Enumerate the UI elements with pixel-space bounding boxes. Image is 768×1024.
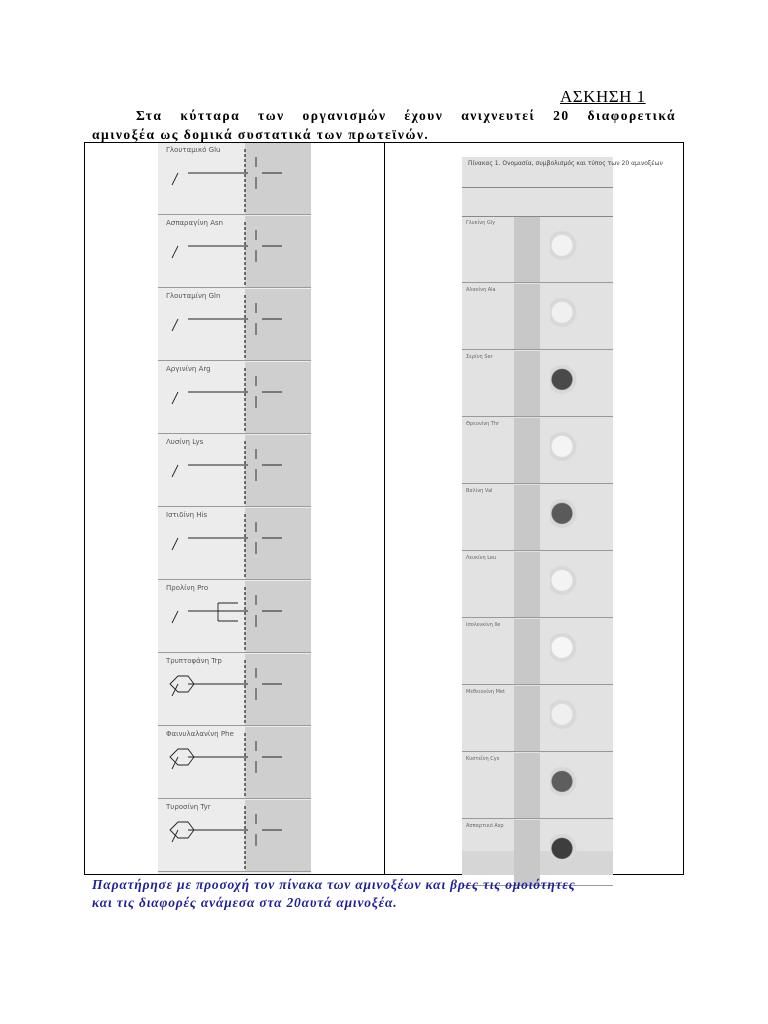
bond-line <box>172 465 178 477</box>
amino-acid-name: Αργινίνη Arg <box>166 365 211 373</box>
structure-row <box>158 800 311 872</box>
structure-drawing <box>158 508 311 580</box>
left-table-cell <box>85 143 385 874</box>
bond-line <box>172 830 178 842</box>
structure-drawing <box>158 289 311 361</box>
amino-acid-name: Σερίνη Ser <box>466 354 493 360</box>
bond-line <box>172 173 178 185</box>
alpha-carbon-highlight <box>514 686 540 751</box>
space-filling-model <box>550 700 580 736</box>
amino-acid-name: Γλουταμίνη Gln <box>166 292 221 300</box>
structure-row <box>158 289 311 361</box>
amino-acid-name: Θρεονίνη Thr <box>466 421 500 427</box>
structure-drawing <box>158 362 311 434</box>
amino-acid-name: Γλυκίνη Gly <box>466 220 496 226</box>
structure-row <box>462 552 613 618</box>
structure-row <box>462 619 613 685</box>
alpha-carbon-highlight <box>514 284 540 349</box>
space-filling-model <box>550 499 580 535</box>
amino-acid-name: Προλίνη Pro <box>166 584 209 592</box>
structure-drawing <box>158 216 311 288</box>
structure-row <box>158 435 311 507</box>
structure-row <box>462 485 613 551</box>
space-filling-model <box>550 834 580 870</box>
amino-acid-name: Λυσίνη Lys <box>166 438 204 446</box>
intro-line-2: αμινοξέα ως δομικά συστατικά των πρωτεϊνών. <box>92 127 430 142</box>
bond-line <box>172 684 178 696</box>
figure-caption: Πίνακας 1. Ονομασία, συμβολισμός και τύπος των 20 αμινοξέων <box>468 160 663 167</box>
bond-line <box>172 319 178 331</box>
space-filling-model <box>550 767 580 803</box>
space-filling-model <box>550 231 580 267</box>
structure-row <box>462 217 613 283</box>
intro-line-1: Στα κύτταρα των οργανισμών έχουν ανιχνευτεί 20 διαφορετικά <box>136 108 676 123</box>
structure-drawing <box>158 143 311 215</box>
amino-acid-name: Φαινυλαλανίνη Phe <box>166 730 234 738</box>
alpha-carbon-highlight <box>514 351 540 416</box>
structure-drawing <box>158 654 311 726</box>
bond-line <box>172 246 178 258</box>
space-filling-model <box>550 298 580 334</box>
amino-acid-table <box>84 142 684 875</box>
bond-line <box>172 757 178 769</box>
alpha-carbon-highlight <box>514 753 540 818</box>
amino-acid-name: Βαλίνη Val <box>466 488 493 494</box>
amino-acid-name: Ιστιδίνη His <box>166 511 208 519</box>
amino-acid-structures-left <box>158 143 311 874</box>
amino-acid-name: Μεθειονίνη Met <box>466 689 505 695</box>
amino-acid-name: Ισολευκίνη Ile <box>466 622 501 628</box>
structure-drawing <box>158 727 311 799</box>
instruction-line-2: και τις διαφορές ανάμεσα στα 20αυτά αμινοξέα. <box>92 895 398 910</box>
structure-row <box>462 753 613 819</box>
structure-row <box>158 216 311 288</box>
alpha-carbon-highlight <box>514 217 540 282</box>
structure-row <box>462 418 613 484</box>
amino-acid-name: Αλανίνη Ala <box>466 287 496 293</box>
right-table-cell <box>385 143 683 874</box>
alpha-carbon-highlight <box>514 619 540 684</box>
amino-acid-name: Ασπαρτικό Asp <box>466 823 504 829</box>
instruction-line-1: Παρατήρησε με προσοχή τον πίνακα των αμινοξέων και βρες τις ομοιότητες <box>92 877 576 892</box>
structure-row <box>462 351 613 417</box>
structure-row <box>462 284 613 350</box>
structure-row <box>158 143 311 215</box>
space-filling-model <box>550 432 580 468</box>
exercise-title: ΑΣΚΗΣΗ 1 <box>560 87 646 106</box>
amino-acid-name: Λευκίνη Leu <box>466 555 497 561</box>
amino-acid-structures-right <box>462 157 663 875</box>
alpha-carbon-highlight <box>514 418 540 483</box>
bond-line <box>172 538 178 550</box>
amino-acid-name: Κυστεΐνη Cys <box>466 756 500 762</box>
alpha-carbon-highlight <box>514 552 540 617</box>
structure-row <box>462 686 613 752</box>
alpha-carbon-highlight <box>514 485 540 550</box>
structure-drawing <box>158 581 311 653</box>
amino-acid-name: Ασπαραγίνη Asn <box>166 219 224 227</box>
structure-row <box>158 581 311 653</box>
structure-drawing <box>158 435 311 507</box>
structure-row <box>158 727 311 799</box>
instruction-note <box>92 876 682 912</box>
space-filling-model <box>550 633 580 669</box>
bond-line <box>172 392 178 404</box>
amino-acid-name: Τυροσίνη Tyr <box>166 803 211 811</box>
space-filling-model <box>550 365 580 401</box>
intro-paragraph <box>92 106 676 144</box>
structure-row <box>158 362 311 434</box>
space-filling-model <box>550 566 580 602</box>
figure-column-headers <box>462 187 613 217</box>
amino-acid-name: Τρυπτοφάνη Trp <box>166 657 222 665</box>
structure-row <box>158 654 311 726</box>
amino-acid-name: Γλουταμικό Glu <box>166 146 221 154</box>
bond-line <box>172 611 178 623</box>
structure-row <box>158 508 311 580</box>
structure-drawing <box>158 800 311 872</box>
